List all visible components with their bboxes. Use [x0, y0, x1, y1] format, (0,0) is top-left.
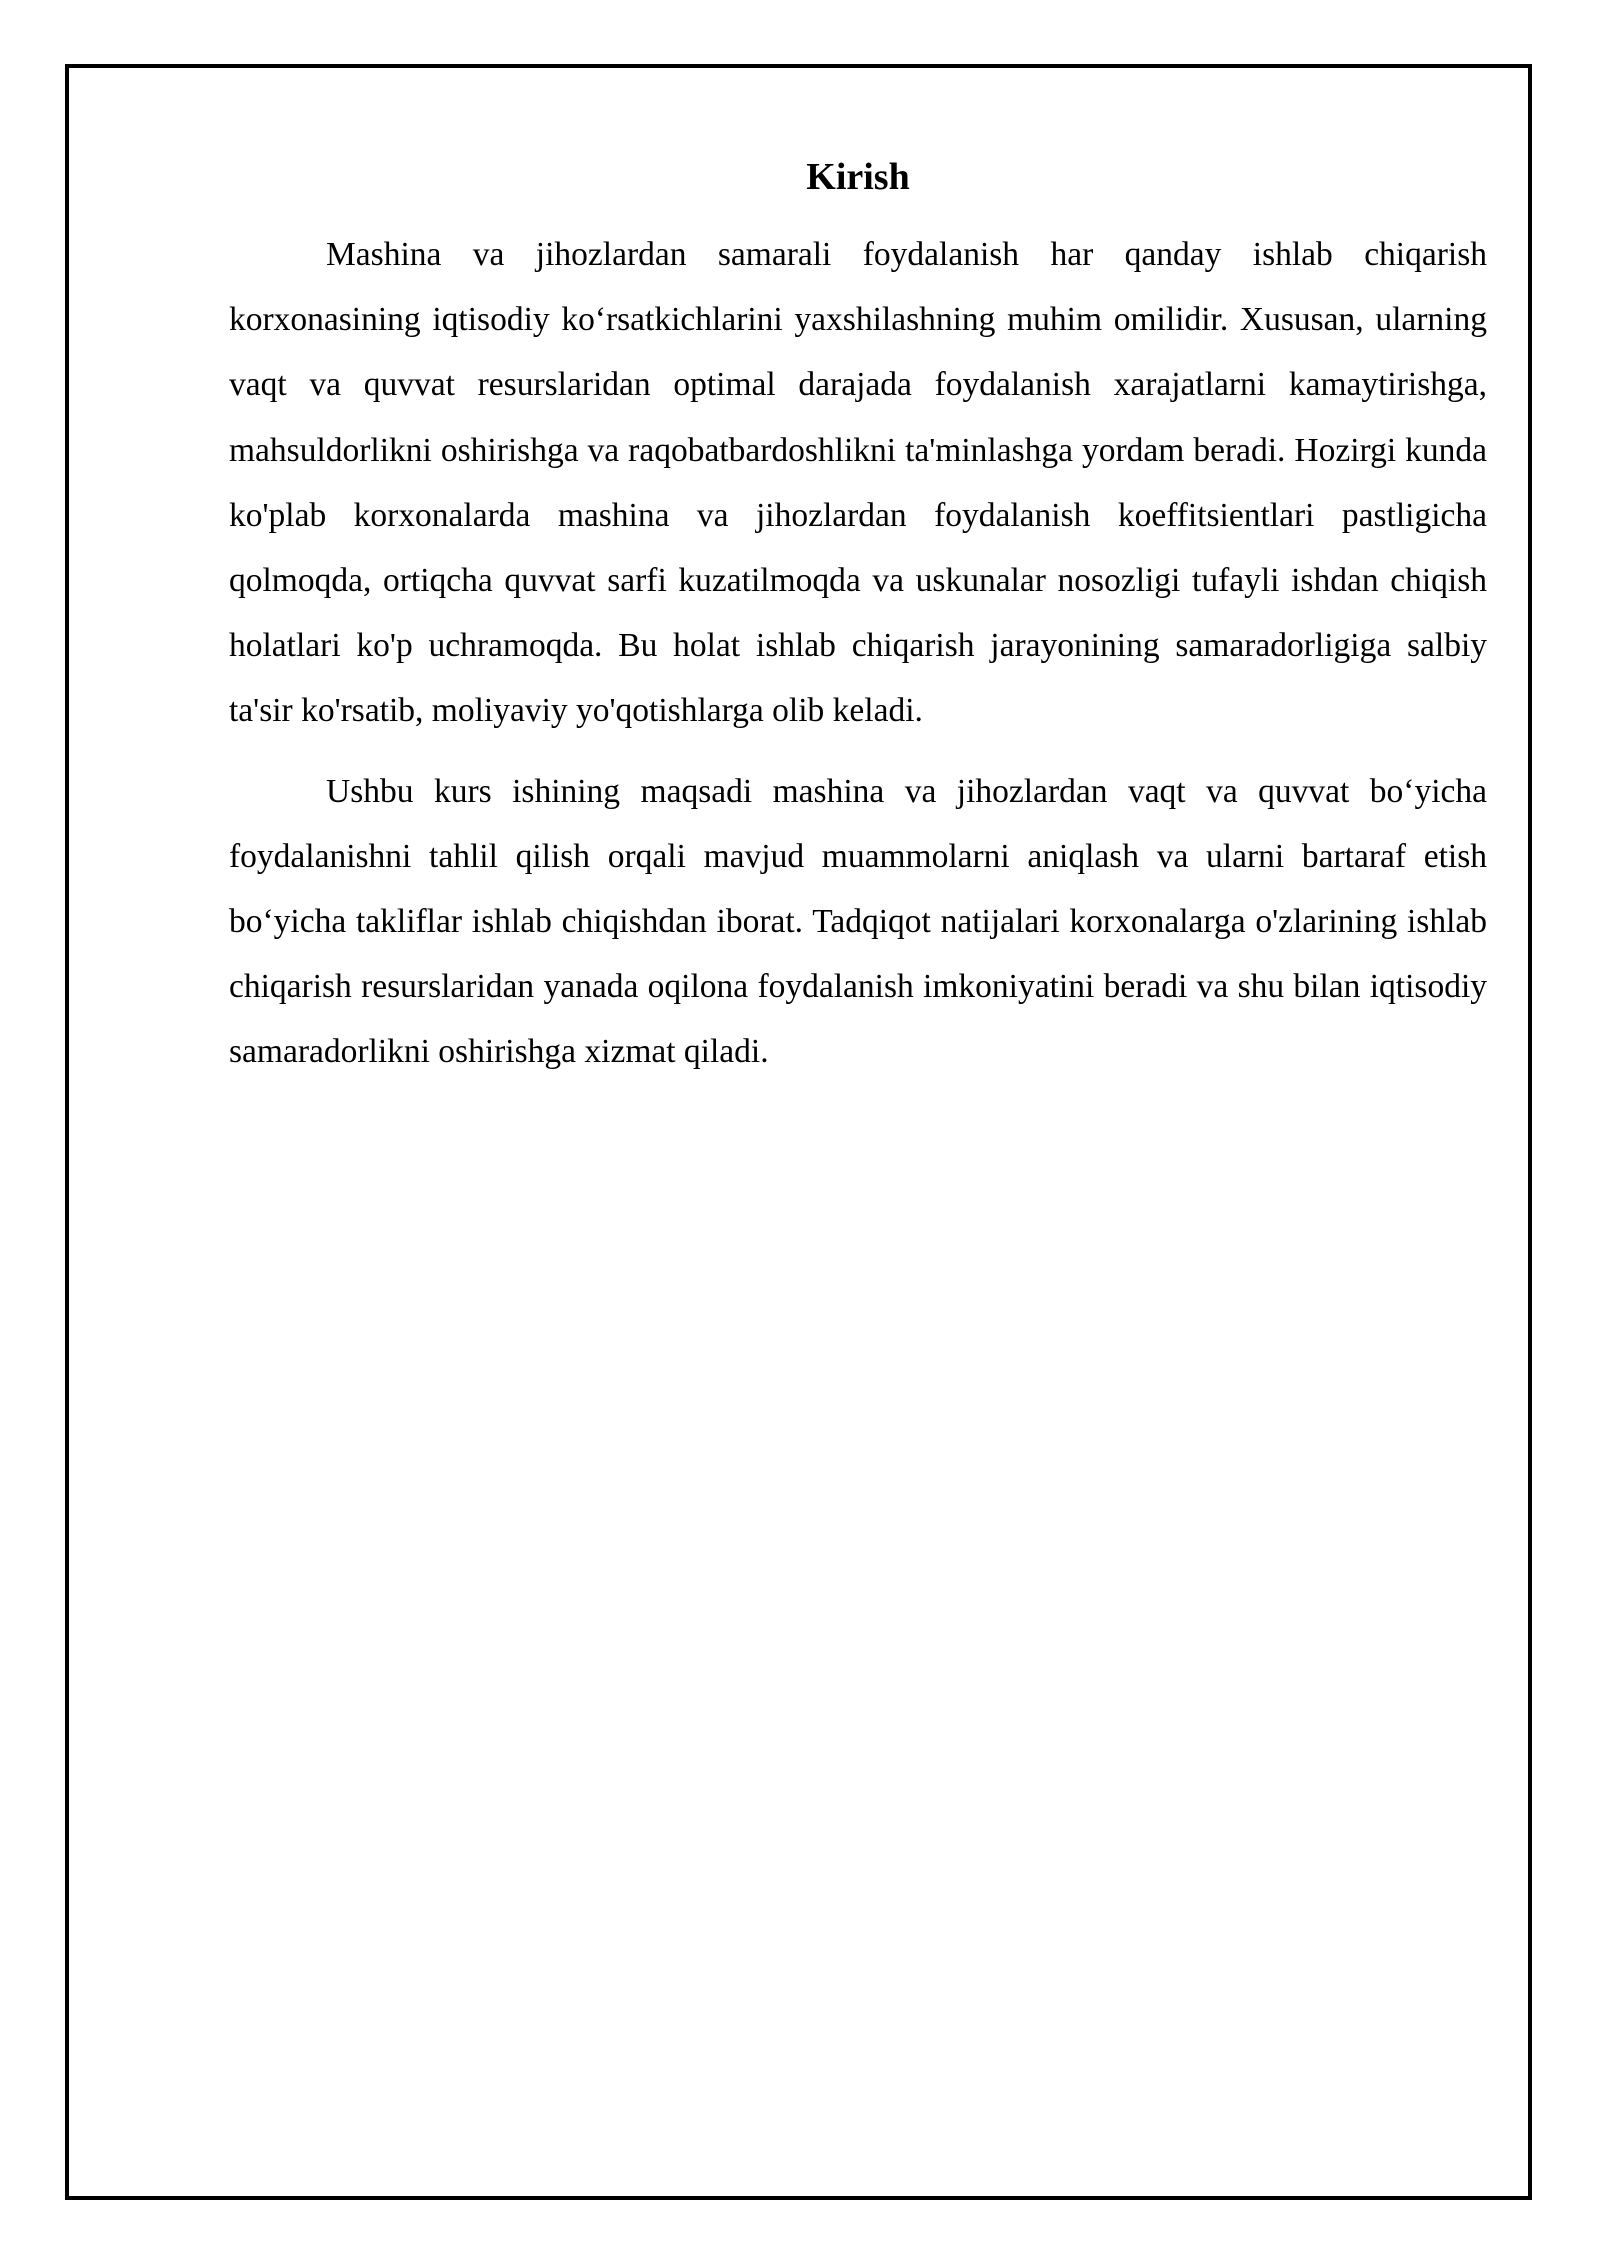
paragraph-aim: Ushbu kurs ishining maqsadi mashina va jihozlardan vaqt va quvvat bo‘yicha foydalanishni tahlil qilish orqali mavjud muammolarni aniqlash va ularni bartaraf etish bo‘yicha takliflar ishlab chiqishdan iborat. Tadqiqot natijalari korxonalarga o'zlarining ishlab chiqarish resurslaridan yanada oqilona foydalanish imkoniyatini beradi va shu bilan iqtisodiy samaradorlikni oshirishga xizmat qiladi.: [229, 772, 1487, 1071]
paragraph-intro: Mashina va jihozlardan samarali foydalanish har qanday ishlab chiqarish korxonasining iqtisodiy ko‘rsatkichlarini yaxshilashning muhim omilidir. Xususan, ularning vaqt va quvvat resurslaridan optimal darajada foydalanish xarajatlarni kamaytirishga, mahsuldorlikni oshirishga va raqobatbardoshlikni ta'minlashga yordam beradi. Hozirgi kunda ko'plab korxonalarda mashina va jihozlardan foydalanish koeffitsientlari pastligicha qolmoqda, ortiqcha quvvat sarfi kuzatilmoqda va uskunalar nosozligi tufayli ishdan chiqish holatlari ko'p uchramoqda. Bu holat ishlab chiqarish jarayonining samaradorligiga salbiy ta'sir ko'rsatib, moliyaviy yo'qotishlarga olib keladi.: [229, 236, 1487, 730]
section-title: Kirish: [806, 156, 910, 198]
document-body: [229, 140, 1487, 1100]
